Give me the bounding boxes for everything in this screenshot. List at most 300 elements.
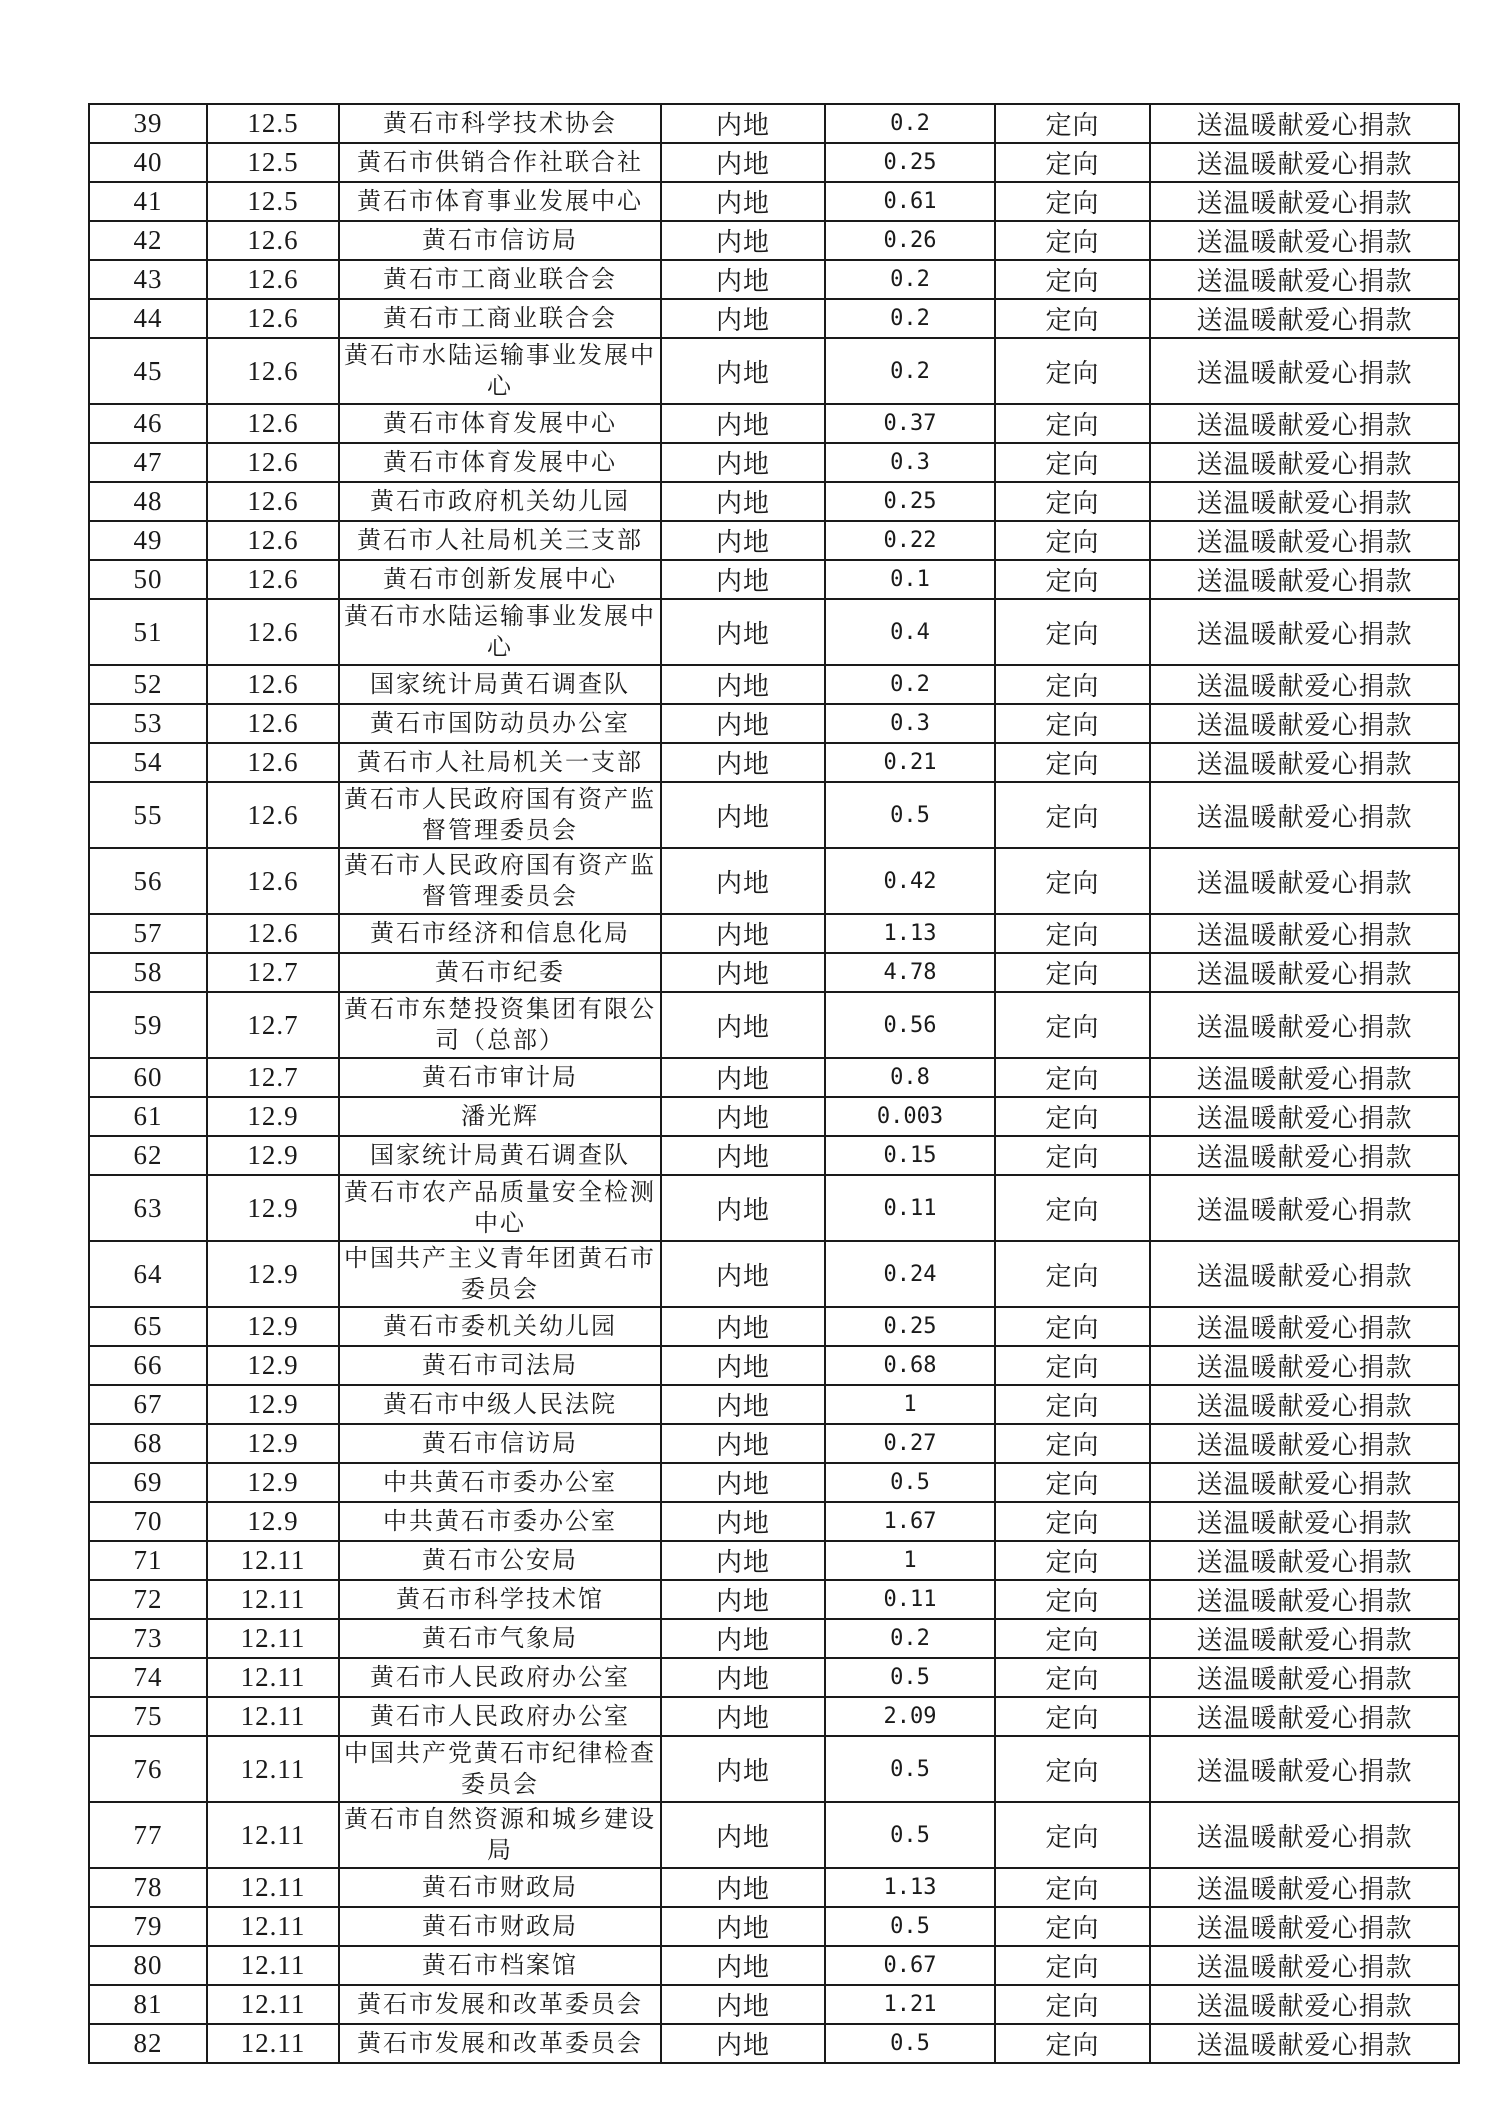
amount-cell: 0.42 [825, 848, 995, 914]
region-cell: 内地 [661, 1502, 825, 1541]
date-cell: 12.5 [207, 104, 339, 143]
donation-table [88, 103, 1460, 2064]
region-cell: 内地 [661, 1907, 825, 1946]
donor-unit-cell: 黄石市体育发展中心 [339, 404, 661, 443]
donation-type-cell: 定向 [995, 1868, 1150, 1907]
purpose-cell: 送温暖献爱心捐款 [1150, 1868, 1459, 1907]
donation-type-cell: 定向 [995, 743, 1150, 782]
date-cell: 12.11 [207, 1736, 339, 1802]
purpose-cell: 送温暖献爱心捐款 [1150, 1385, 1459, 1424]
purpose-cell: 送温暖献爱心捐款 [1150, 260, 1459, 299]
amount-cell: 0.61 [825, 182, 995, 221]
table-row [89, 221, 1459, 260]
table-row [89, 665, 1459, 704]
amount-cell: 0.5 [825, 2024, 995, 2063]
donor-unit-cell: 黄石市中级人民法院 [339, 1385, 661, 1424]
donation-type-cell: 定向 [995, 260, 1150, 299]
date-cell: 12.6 [207, 665, 339, 704]
date-cell: 12.11 [207, 1868, 339, 1907]
row-number-cell: 42 [89, 221, 207, 260]
donor-unit-cell: 黄石市审计局 [339, 1058, 661, 1097]
donor-unit-cell: 黄石市工商业联合会 [339, 299, 661, 338]
purpose-cell: 送温暖献爱心捐款 [1150, 404, 1459, 443]
date-cell: 12.9 [207, 1136, 339, 1175]
amount-cell: 0.5 [825, 1463, 995, 1502]
region-cell: 内地 [661, 482, 825, 521]
region-cell: 内地 [661, 1736, 825, 1802]
donation-type-cell: 定向 [995, 1502, 1150, 1541]
donor-unit-cell: 黄石市气象局 [339, 1619, 661, 1658]
purpose-cell: 送温暖献爱心捐款 [1150, 914, 1459, 953]
date-cell: 12.9 [207, 1424, 339, 1463]
purpose-cell: 送温暖献爱心捐款 [1150, 1802, 1459, 1868]
amount-cell: 1 [825, 1385, 995, 1424]
donor-unit-cell: 黄石市财政局 [339, 1907, 661, 1946]
donor-unit-cell: 中国共产主义青年团黄石市委员会 [339, 1241, 661, 1307]
donation-type-cell: 定向 [995, 1985, 1150, 2024]
region-cell: 内地 [661, 143, 825, 182]
amount-cell: 0.2 [825, 1619, 995, 1658]
donor-unit-cell: 黄石市创新发展中心 [339, 560, 661, 599]
donation-type-cell: 定向 [995, 1697, 1150, 1736]
table-body [89, 104, 1459, 2063]
region-cell: 内地 [661, 1802, 825, 1868]
purpose-cell: 送温暖献爱心捐款 [1150, 1424, 1459, 1463]
region-cell: 内地 [661, 221, 825, 260]
purpose-cell: 送温暖献爱心捐款 [1150, 1097, 1459, 1136]
purpose-cell: 送温暖献爱心捐款 [1150, 143, 1459, 182]
region-cell: 内地 [661, 104, 825, 143]
amount-cell: 0.2 [825, 299, 995, 338]
amount-cell: 0.5 [825, 1802, 995, 1868]
donor-unit-cell: 黄石市科学技术馆 [339, 1580, 661, 1619]
donor-unit-cell: 黄石市司法局 [339, 1346, 661, 1385]
table-row [89, 521, 1459, 560]
date-cell: 12.6 [207, 782, 339, 848]
donation-type-cell: 定向 [995, 104, 1150, 143]
amount-cell: 0.67 [825, 1946, 995, 1985]
date-cell: 12.11 [207, 1541, 339, 1580]
date-cell: 12.7 [207, 992, 339, 1058]
amount-cell: 0.11 [825, 1580, 995, 1619]
row-number-cell: 47 [89, 443, 207, 482]
region-cell: 内地 [661, 1097, 825, 1136]
donation-type-cell: 定向 [995, 182, 1150, 221]
row-number-cell: 46 [89, 404, 207, 443]
table-row [89, 1385, 1459, 1424]
amount-cell: 0.22 [825, 521, 995, 560]
date-cell: 12.6 [207, 704, 339, 743]
table-row [89, 299, 1459, 338]
donation-type-cell: 定向 [995, 848, 1150, 914]
region-cell: 内地 [661, 914, 825, 953]
table-row [89, 260, 1459, 299]
region-cell: 内地 [661, 1346, 825, 1385]
date-cell: 12.6 [207, 521, 339, 560]
donor-unit-cell: 黄石市人民政府国有资产监督管理委员会 [339, 782, 661, 848]
row-number-cell: 56 [89, 848, 207, 914]
region-cell: 内地 [661, 1175, 825, 1241]
date-cell: 12.11 [207, 1907, 339, 1946]
row-number-cell: 49 [89, 521, 207, 560]
amount-cell: 0.21 [825, 743, 995, 782]
purpose-cell: 送温暖献爱心捐款 [1150, 1736, 1459, 1802]
region-cell: 内地 [661, 743, 825, 782]
purpose-cell: 送温暖献爱心捐款 [1150, 221, 1459, 260]
region-cell: 内地 [661, 299, 825, 338]
purpose-cell: 送温暖献爱心捐款 [1150, 1697, 1459, 1736]
row-number-cell: 44 [89, 299, 207, 338]
row-number-cell: 72 [89, 1580, 207, 1619]
table-row [89, 1346, 1459, 1385]
region-cell: 内地 [661, 782, 825, 848]
donation-type-cell: 定向 [995, 1241, 1150, 1307]
table-row [89, 1907, 1459, 1946]
donation-type-cell: 定向 [995, 482, 1150, 521]
amount-cell: 0.2 [825, 104, 995, 143]
row-number-cell: 71 [89, 1541, 207, 1580]
purpose-cell: 送温暖献爱心捐款 [1150, 1463, 1459, 1502]
donation-type-cell: 定向 [995, 1736, 1150, 1802]
date-cell: 12.6 [207, 260, 339, 299]
purpose-cell: 送温暖献爱心捐款 [1150, 104, 1459, 143]
amount-cell: 0.3 [825, 443, 995, 482]
table-row [89, 143, 1459, 182]
donor-unit-cell: 黄石市供销合作社联合社 [339, 143, 661, 182]
amount-cell: 0.15 [825, 1136, 995, 1175]
row-number-cell: 54 [89, 743, 207, 782]
purpose-cell: 送温暖献爱心捐款 [1150, 1136, 1459, 1175]
purpose-cell: 送温暖献爱心捐款 [1150, 704, 1459, 743]
table-row [89, 1241, 1459, 1307]
region-cell: 内地 [661, 1307, 825, 1346]
purpose-cell: 送温暖献爱心捐款 [1150, 338, 1459, 404]
table-row [89, 182, 1459, 221]
donation-type-cell: 定向 [995, 1097, 1150, 1136]
purpose-cell: 送温暖献爱心捐款 [1150, 953, 1459, 992]
donor-unit-cell: 国家统计局黄石调查队 [339, 665, 661, 704]
table-row [89, 338, 1459, 404]
region-cell: 内地 [661, 704, 825, 743]
region-cell: 内地 [661, 260, 825, 299]
row-number-cell: 74 [89, 1658, 207, 1697]
table-row [89, 482, 1459, 521]
date-cell: 12.11 [207, 1946, 339, 1985]
purpose-cell: 送温暖献爱心捐款 [1150, 848, 1459, 914]
amount-cell: 0.25 [825, 1307, 995, 1346]
donor-unit-cell: 黄石市水陆运输事业发展中心 [339, 599, 661, 665]
amount-cell: 0.56 [825, 992, 995, 1058]
date-cell: 12.6 [207, 560, 339, 599]
amount-cell: 0.11 [825, 1175, 995, 1241]
row-number-cell: 70 [89, 1502, 207, 1541]
donor-unit-cell: 黄石市信访局 [339, 221, 661, 260]
donation-type-cell: 定向 [995, 704, 1150, 743]
row-number-cell: 50 [89, 560, 207, 599]
donation-type-cell: 定向 [995, 599, 1150, 665]
row-number-cell: 63 [89, 1175, 207, 1241]
amount-cell: 1.13 [825, 914, 995, 953]
row-number-cell: 65 [89, 1307, 207, 1346]
amount-cell: 1 [825, 1541, 995, 1580]
table-row [89, 1619, 1459, 1658]
donation-type-cell: 定向 [995, 1541, 1150, 1580]
date-cell: 12.6 [207, 221, 339, 260]
donation-type-cell: 定向 [995, 338, 1150, 404]
date-cell: 12.5 [207, 182, 339, 221]
donor-unit-cell: 黄石市发展和改革委员会 [339, 1985, 661, 2024]
donor-unit-cell: 黄石市人民政府办公室 [339, 1658, 661, 1697]
row-number-cell: 64 [89, 1241, 207, 1307]
region-cell: 内地 [661, 338, 825, 404]
row-number-cell: 53 [89, 704, 207, 743]
table-row [89, 1580, 1459, 1619]
date-cell: 12.9 [207, 1385, 339, 1424]
amount-cell: 0.24 [825, 1241, 995, 1307]
donor-unit-cell: 中共黄石市委办公室 [339, 1502, 661, 1541]
row-number-cell: 75 [89, 1697, 207, 1736]
donation-type-cell: 定向 [995, 1058, 1150, 1097]
donation-type-cell: 定向 [995, 992, 1150, 1058]
region-cell: 内地 [661, 560, 825, 599]
donation-type-cell: 定向 [995, 1424, 1150, 1463]
region-cell: 内地 [661, 521, 825, 560]
amount-cell: 0.27 [825, 1424, 995, 1463]
region-cell: 内地 [661, 2024, 825, 2063]
date-cell: 12.6 [207, 599, 339, 665]
purpose-cell: 送温暖献爱心捐款 [1150, 1346, 1459, 1385]
donation-type-cell: 定向 [995, 1802, 1150, 1868]
donation-type-cell: 定向 [995, 953, 1150, 992]
donation-type-cell: 定向 [995, 1136, 1150, 1175]
amount-cell: 0.25 [825, 482, 995, 521]
purpose-cell: 送温暖献爱心捐款 [1150, 599, 1459, 665]
date-cell: 12.11 [207, 2024, 339, 2063]
donor-unit-cell: 黄石市经济和信息化局 [339, 914, 661, 953]
amount-cell: 0.26 [825, 221, 995, 260]
table-row [89, 104, 1459, 143]
amount-cell: 1.67 [825, 1502, 995, 1541]
donor-unit-cell: 黄石市档案馆 [339, 1946, 661, 1985]
donation-type-cell: 定向 [995, 1175, 1150, 1241]
date-cell: 12.11 [207, 1802, 339, 1868]
date-cell: 12.11 [207, 1658, 339, 1697]
region-cell: 内地 [661, 848, 825, 914]
date-cell: 12.5 [207, 143, 339, 182]
region-cell: 内地 [661, 1385, 825, 1424]
donor-unit-cell: 中共黄石市委办公室 [339, 1463, 661, 1502]
amount-cell: 0.8 [825, 1058, 995, 1097]
row-number-cell: 73 [89, 1619, 207, 1658]
table-row [89, 443, 1459, 482]
region-cell: 内地 [661, 1541, 825, 1580]
purpose-cell: 送温暖献爱心捐款 [1150, 665, 1459, 704]
row-number-cell: 58 [89, 953, 207, 992]
row-number-cell: 82 [89, 2024, 207, 2063]
purpose-cell: 送温暖献爱心捐款 [1150, 299, 1459, 338]
amount-cell: 1.13 [825, 1868, 995, 1907]
region-cell: 内地 [661, 1424, 825, 1463]
donor-unit-cell: 黄石市人社局机关一支部 [339, 743, 661, 782]
date-cell: 12.6 [207, 299, 339, 338]
region-cell: 内地 [661, 1580, 825, 1619]
purpose-cell: 送温暖献爱心捐款 [1150, 1946, 1459, 1985]
purpose-cell: 送温暖献爱心捐款 [1150, 2024, 1459, 2063]
purpose-cell: 送温暖献爱心捐款 [1150, 182, 1459, 221]
donation-type-cell: 定向 [995, 1907, 1150, 1946]
table-row [89, 1658, 1459, 1697]
date-cell: 12.7 [207, 1058, 339, 1097]
donation-type-cell: 定向 [995, 560, 1150, 599]
date-cell: 12.6 [207, 743, 339, 782]
row-number-cell: 45 [89, 338, 207, 404]
amount-cell: 4.78 [825, 953, 995, 992]
region-cell: 内地 [661, 1697, 825, 1736]
region-cell: 内地 [661, 1658, 825, 1697]
table-row [89, 848, 1459, 914]
amount-cell: 0.2 [825, 665, 995, 704]
row-number-cell: 52 [89, 665, 207, 704]
row-number-cell: 55 [89, 782, 207, 848]
date-cell: 12.6 [207, 443, 339, 482]
row-number-cell: 68 [89, 1424, 207, 1463]
donation-type-cell: 定向 [995, 1946, 1150, 1985]
donor-unit-cell: 黄石市财政局 [339, 1868, 661, 1907]
donation-type-cell: 定向 [995, 1346, 1150, 1385]
donor-unit-cell: 黄石市工商业联合会 [339, 260, 661, 299]
purpose-cell: 送温暖献爱心捐款 [1150, 1907, 1459, 1946]
table-row [89, 953, 1459, 992]
purpose-cell: 送温暖献爱心捐款 [1150, 560, 1459, 599]
table-row [89, 1307, 1459, 1346]
table-row [89, 1097, 1459, 1136]
row-number-cell: 51 [89, 599, 207, 665]
table-row [89, 914, 1459, 953]
donor-unit-cell: 黄石市东楚投资集团有限公司（总部） [339, 992, 661, 1058]
amount-cell: 0.68 [825, 1346, 995, 1385]
row-number-cell: 39 [89, 104, 207, 143]
donor-unit-cell: 黄石市水陆运输事业发展中心 [339, 338, 661, 404]
row-number-cell: 43 [89, 260, 207, 299]
donor-unit-cell: 黄石市政府机关幼儿园 [339, 482, 661, 521]
purpose-cell: 送温暖献爱心捐款 [1150, 1241, 1459, 1307]
table-row [89, 1946, 1459, 1985]
row-number-cell: 48 [89, 482, 207, 521]
date-cell: 12.6 [207, 848, 339, 914]
region-cell: 内地 [661, 1619, 825, 1658]
table-row [89, 1502, 1459, 1541]
date-cell: 12.6 [207, 482, 339, 521]
donation-type-cell: 定向 [995, 782, 1150, 848]
amount-cell: 0.5 [825, 782, 995, 848]
region-cell: 内地 [661, 404, 825, 443]
region-cell: 内地 [661, 992, 825, 1058]
donor-unit-cell: 中国共产党黄石市纪律检查委员会 [339, 1736, 661, 1802]
date-cell: 12.9 [207, 1241, 339, 1307]
row-number-cell: 57 [89, 914, 207, 953]
donation-type-cell: 定向 [995, 143, 1150, 182]
amount-cell: 1.21 [825, 1985, 995, 2024]
donation-type-cell: 定向 [995, 1580, 1150, 1619]
donation-type-cell: 定向 [995, 521, 1150, 560]
table-row [89, 599, 1459, 665]
donor-unit-cell: 黄石市发展和改革委员会 [339, 2024, 661, 2063]
region-cell: 内地 [661, 1868, 825, 1907]
purpose-cell: 送温暖献爱心捐款 [1150, 1502, 1459, 1541]
donation-type-cell: 定向 [995, 665, 1150, 704]
region-cell: 内地 [661, 1985, 825, 2024]
region-cell: 内地 [661, 1241, 825, 1307]
donor-unit-cell: 黄石市委机关幼儿园 [339, 1307, 661, 1346]
row-number-cell: 61 [89, 1097, 207, 1136]
date-cell: 12.9 [207, 1307, 339, 1346]
donor-unit-cell: 潘光辉 [339, 1097, 661, 1136]
donation-type-cell: 定向 [995, 2024, 1150, 2063]
date-cell: 12.6 [207, 914, 339, 953]
table-row [89, 1868, 1459, 1907]
date-cell: 12.9 [207, 1097, 339, 1136]
purpose-cell: 送温暖献爱心捐款 [1150, 1307, 1459, 1346]
donor-unit-cell: 黄石市信访局 [339, 1424, 661, 1463]
region-cell: 内地 [661, 599, 825, 665]
row-number-cell: 81 [89, 1985, 207, 2024]
amount-cell: 2.09 [825, 1697, 995, 1736]
table-row [89, 992, 1459, 1058]
purpose-cell: 送温暖献爱心捐款 [1150, 1985, 1459, 2024]
table-row [89, 1424, 1459, 1463]
donor-unit-cell: 黄石市体育发展中心 [339, 443, 661, 482]
row-number-cell: 59 [89, 992, 207, 1058]
row-number-cell: 67 [89, 1385, 207, 1424]
table-row [89, 404, 1459, 443]
donation-type-cell: 定向 [995, 1619, 1150, 1658]
region-cell: 内地 [661, 182, 825, 221]
table-row [89, 1736, 1459, 1802]
table-row [89, 2024, 1459, 2063]
row-number-cell: 60 [89, 1058, 207, 1097]
row-number-cell: 77 [89, 1802, 207, 1868]
date-cell: 12.11 [207, 1580, 339, 1619]
table-row [89, 704, 1459, 743]
row-number-cell: 76 [89, 1736, 207, 1802]
date-cell: 12.9 [207, 1346, 339, 1385]
donor-unit-cell: 黄石市人民政府国有资产监督管理委员会 [339, 848, 661, 914]
date-cell: 12.9 [207, 1502, 339, 1541]
table-row [89, 560, 1459, 599]
region-cell: 内地 [661, 1058, 825, 1097]
table-row [89, 743, 1459, 782]
purpose-cell: 送温暖献爱心捐款 [1150, 1541, 1459, 1580]
amount-cell: 0.25 [825, 143, 995, 182]
date-cell: 12.11 [207, 1985, 339, 2024]
purpose-cell: 送温暖献爱心捐款 [1150, 482, 1459, 521]
amount-cell: 0.2 [825, 260, 995, 299]
donation-type-cell: 定向 [995, 221, 1150, 260]
amount-cell: 0.2 [825, 338, 995, 404]
table-row [89, 1985, 1459, 2024]
date-cell: 12.7 [207, 953, 339, 992]
donor-unit-cell: 黄石市人社局机关三支部 [339, 521, 661, 560]
table-row [89, 1802, 1459, 1868]
purpose-cell: 送温暖献爱心捐款 [1150, 992, 1459, 1058]
table-row [89, 1175, 1459, 1241]
amount-cell: 0.5 [825, 1907, 995, 1946]
purpose-cell: 送温暖献爱心捐款 [1150, 1058, 1459, 1097]
donor-unit-cell: 黄石市科学技术协会 [339, 104, 661, 143]
donation-type-cell: 定向 [995, 914, 1150, 953]
purpose-cell: 送温暖献爱心捐款 [1150, 1619, 1459, 1658]
amount-cell: 0.5 [825, 1658, 995, 1697]
